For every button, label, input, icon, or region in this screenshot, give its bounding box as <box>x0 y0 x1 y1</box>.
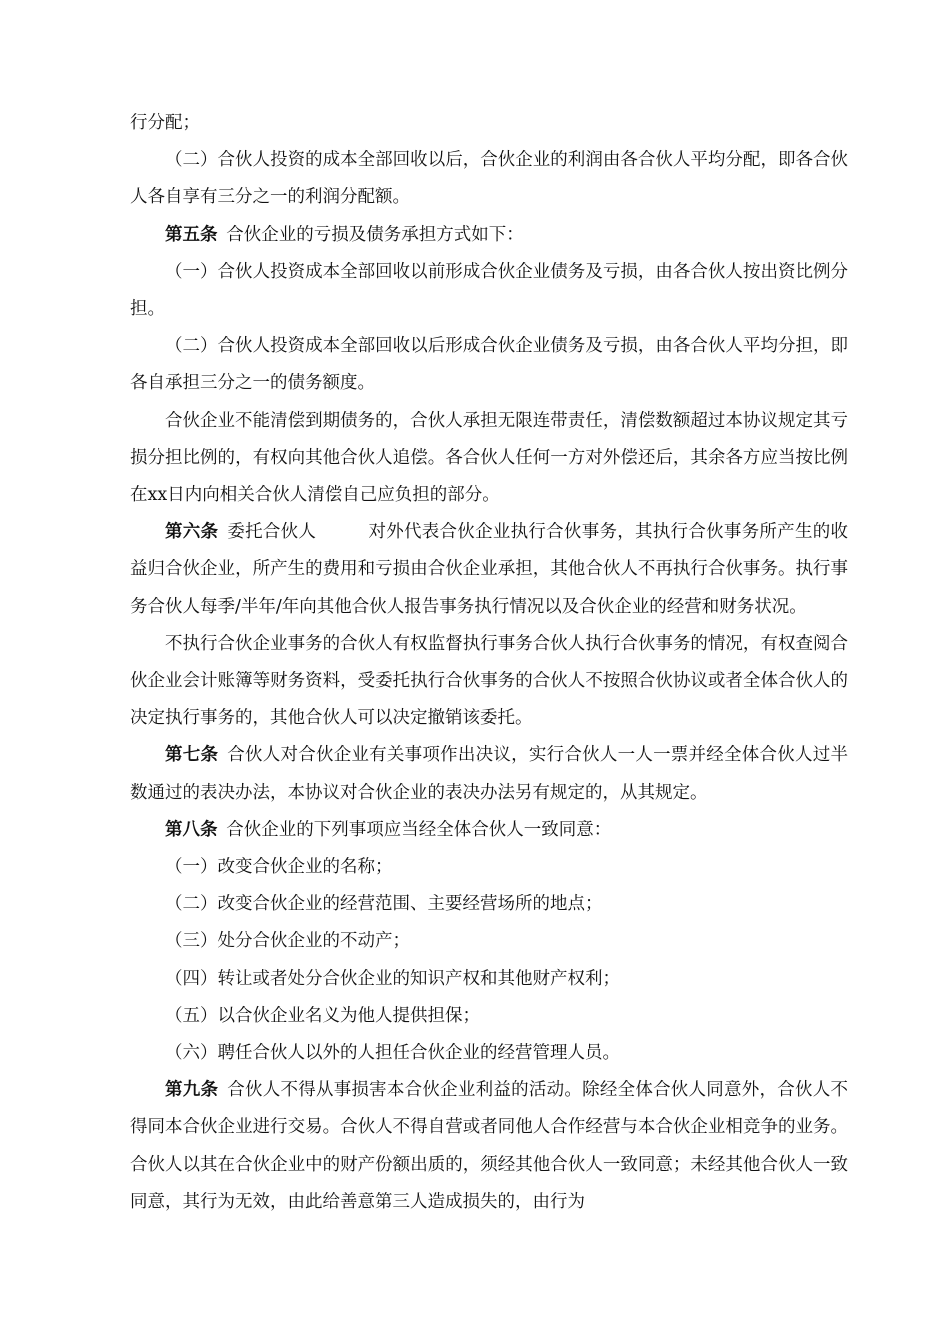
article-9-paragraph <box>130 1072 848 1221</box>
paragraph: （一）合伙人投资成本全部回收以前形成合伙企业债务及亏损，由各合伙人按出资比例分担。 <box>130 261 848 320</box>
paragraph-text: 合伙人对合伙企业有关事项作出决议，实行合伙人一人一票并经全体合伙人过半数通过的表决办法，本协议对合伙企业的表决办法另有规定的，从其规定。 <box>130 745 849 803</box>
paragraph-text: 合伙企业的下列事项应当经全体合伙人一致同意： <box>226 819 612 840</box>
list-item: （二）改变合伙企业的经营范围、主要经营场所的地点； <box>165 894 603 915</box>
article-6-paragraph <box>130 514 848 626</box>
list-item: （四）转让或者处分合伙企业的知识产权和其他财产权利； <box>165 968 620 989</box>
article-8-paragraph <box>130 812 848 849</box>
list-item: （五）以合伙企业名义为他人提供担保； <box>165 1005 480 1026</box>
article-number: 第六条 <box>165 522 219 543</box>
article-number: 第九条 <box>165 1080 219 1101</box>
paragraph: 行分配； <box>130 113 200 133</box>
paragraph-text: 合伙人不得从事损害本合伙企业利益的活动。除经全体合伙人同意外，合伙人不得同本合伙企业进行交易。合伙人不得自营或者同他人合作经营与本合伙企业相竞争的业务。合伙人以其在合伙企业中的财产份额出质的，须经其他合伙人一致同意；未经其他合伙人一致同意，其行为无效，由此给善意第三人造成损失的，由行为 <box>130 1080 849 1212</box>
article-number: 第八条 <box>165 819 218 840</box>
list-item: （一）改变合伙企业的名称； <box>165 857 393 878</box>
list-item: （六）聘任合伙人以外的人担任合伙企业的经营管理人员。 <box>165 1043 620 1064</box>
paragraph-text: 对外代表合伙企业执行合伙事务，其执行合伙事务所产生的收益归合伙企业，所产生的费用和亏损由合伙企业承担，其他合伙人不再执行合伙事务。执行事务合伙人每季/半年/年向其他合伙人报告事务执行情况以及合伙企业的经营和财务状况。 <box>130 522 848 617</box>
document-body <box>130 105 848 1221</box>
paragraph-text: 委托合伙人 <box>227 522 317 543</box>
paragraph: 合伙企业不能清偿到期债务的，合伙人承担无限连带责任，清偿数额超过本协议规定其亏损分担比例的，有权向其他合伙人追偿。各合伙人任何一方对外偿还后，其余各方应当按比例在xx日内向相关合伙人清偿自己应负担的部分。 <box>130 410 848 506</box>
list-item: （三）处分合伙企业的不动产； <box>165 931 410 952</box>
article-number: 第五条 <box>165 224 218 245</box>
paragraph: （二）合伙人投资成本全部回收以后形成合伙企业债务及亏损，由各合伙人平均分担，即各自承担三分之一的债务额度。 <box>130 336 848 394</box>
article-7-paragraph <box>130 737 848 811</box>
article-5-paragraph <box>130 217 848 254</box>
paragraph: （二）合伙人投资的成本全部回收以后，合伙企业的利润由各合伙人平均分配，即各合伙人各自享有三分之一的利润分配额。 <box>130 150 848 208</box>
paragraph: 不执行合伙企业事务的合伙人有权监督执行事务合伙人执行合伙事务的情况，有权查阅合伙企业会计账簿等财务资料，受委托执行合伙事务的合伙人不按照合伙协议或者全体合伙人的决定执行事务的，其他合伙人可以决定撤销该委托。 <box>130 633 848 729</box>
paragraph-text: 合伙企业的亏损及债务承担方式如下： <box>226 224 524 245</box>
article-number: 第七条 <box>165 745 219 766</box>
